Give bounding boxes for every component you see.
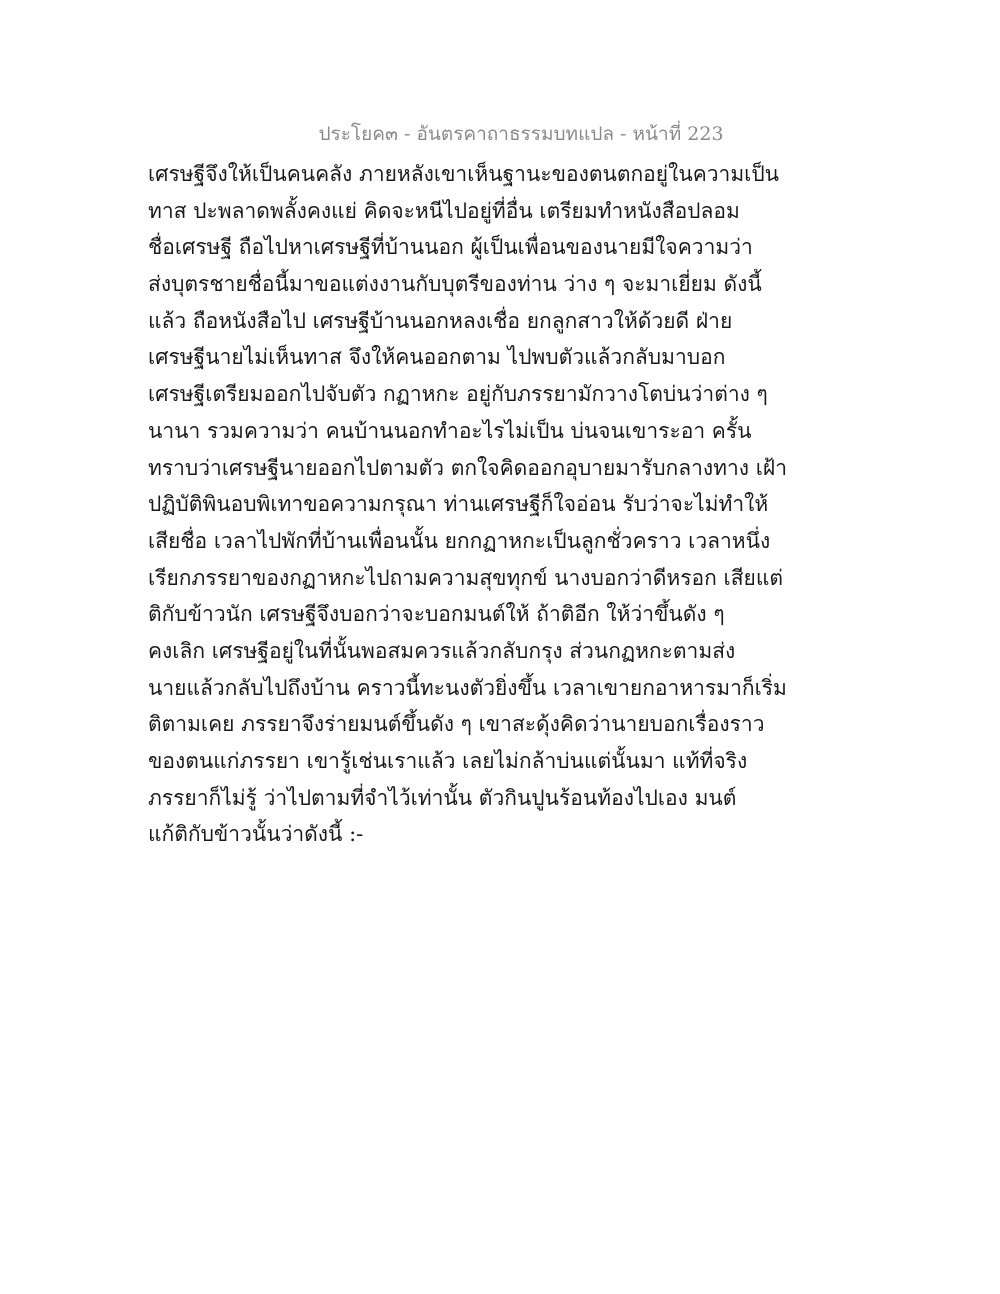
text-line: เสียชื่อ เวลาไปพักที่บ้านเพื่อนนั้น ยกกฏาหกะเป็นลูกชั่วคราว เวลาหนึ่ง [148,528,771,553]
text-line: ชื่อเศรษฐี ถือไปหาเศรษฐีที่บ้านนอก ผู้เป็นเพื่อนของนายมีใจความว่า [148,235,753,260]
text-line: ส่งบุตรชายชื่อนี้มาขอแต่งงานกับบุตรีของท่าน ว่าง ๆ จะมาเยี่ยม ดังนี้ [148,272,762,297]
text-line: ติตามเคย ภรรยาจึงร่ายมนต์ขึ้นดัง ๆ เขาสะดุ้งคิดว่านายบอกเรื่องราว [148,712,765,737]
text-line: นายแล้วกลับไปถึงบ้าน คราวนี้ทะนงตัวยิ่งขึ้น เวลาเขายกอาหารมาก็เริ่ม [148,675,787,700]
text-line: ติกับข้าวนัก เศรษฐีจึงบอกว่าจะบอกมนต์ให้ ถ้าติอีก ให้ว่าขึ้นดัง ๆ [148,602,725,627]
text-line: คงเลิก เศรษฐีอยู่ในที่นั้นพอสมควรแล้วกลับกรุง ส่วนกฏหกะตามส่ง [148,638,736,663]
text-line: เรียกภรรยาของกฏาหกะไปถามความสุขทุกข์ นางบอกว่าดีหรอก เสียแต่ [148,565,783,590]
text-line: ทราบว่าเศรษฐีนายออกไปตามตัว ตกใจคิดออกอุบายมารับกลางทาง เฝ้า [148,455,787,480]
text-line: ทาส ปะพลาดพลั้งคงแย่ คิดจะหนีไปอยู่ที่อื่น เตรียมทำหนังสือปลอม [148,198,740,223]
text-line: ภรรยาก็ไม่รู้ ว่าไปตามที่จำไว้เท่านั้น ตัวกินปูนร้อนท้องไปเอง มนต์ [148,785,737,810]
text-line: ปฏิบัติพินอบพิเทาขอความกรุณา ท่านเศรษฐีก็ใจอ่อน รับว่าจะไม่ทำให้ [148,492,769,517]
body-paragraph [148,156,858,853]
text-line: นานา รวมความว่า คนบ้านนอกทำอะไรไม่เป็น บ่นจนเขาระอา ครั้น [148,418,752,443]
text-line: แล้ว ถือหนังสือไป เศรษฐีบ้านนอกหลงเชื่อ ยกลูกสาวให้ด้วยดี ฝ่าย [148,308,733,333]
running-header: ประโยค๓ - อันตรคาถาธรรมบทแปล - หน้าที่ 223 [318,123,724,145]
text-line: เศรษฐีเตรียมออกไปจับตัว กฏาหกะ อยู่กับภรรยามักวางโตบ่นว่าต่าง ๆ [148,382,768,407]
text-line: เศรษฐีจึงให้เป็นคนคลัง ภายหลังเขาเห็นฐานะของตนตกอยู่ในความเป็น [148,162,780,186]
text-line: แก้ติกับข้าวนั้นว่าดังนี้ :- [148,822,364,847]
text-line: เศรษฐีนายไม่เห็นทาส จึงให้คนออกตาม ไปพบตัวแล้วกลับมาบอก [148,345,726,370]
text-line: ของตนแก่ภรรยา เขารู้เช่นเราแล้ว เลยไม่กล้าบ่นแต่นั้นมา แท้ที่จริง [148,749,748,773]
